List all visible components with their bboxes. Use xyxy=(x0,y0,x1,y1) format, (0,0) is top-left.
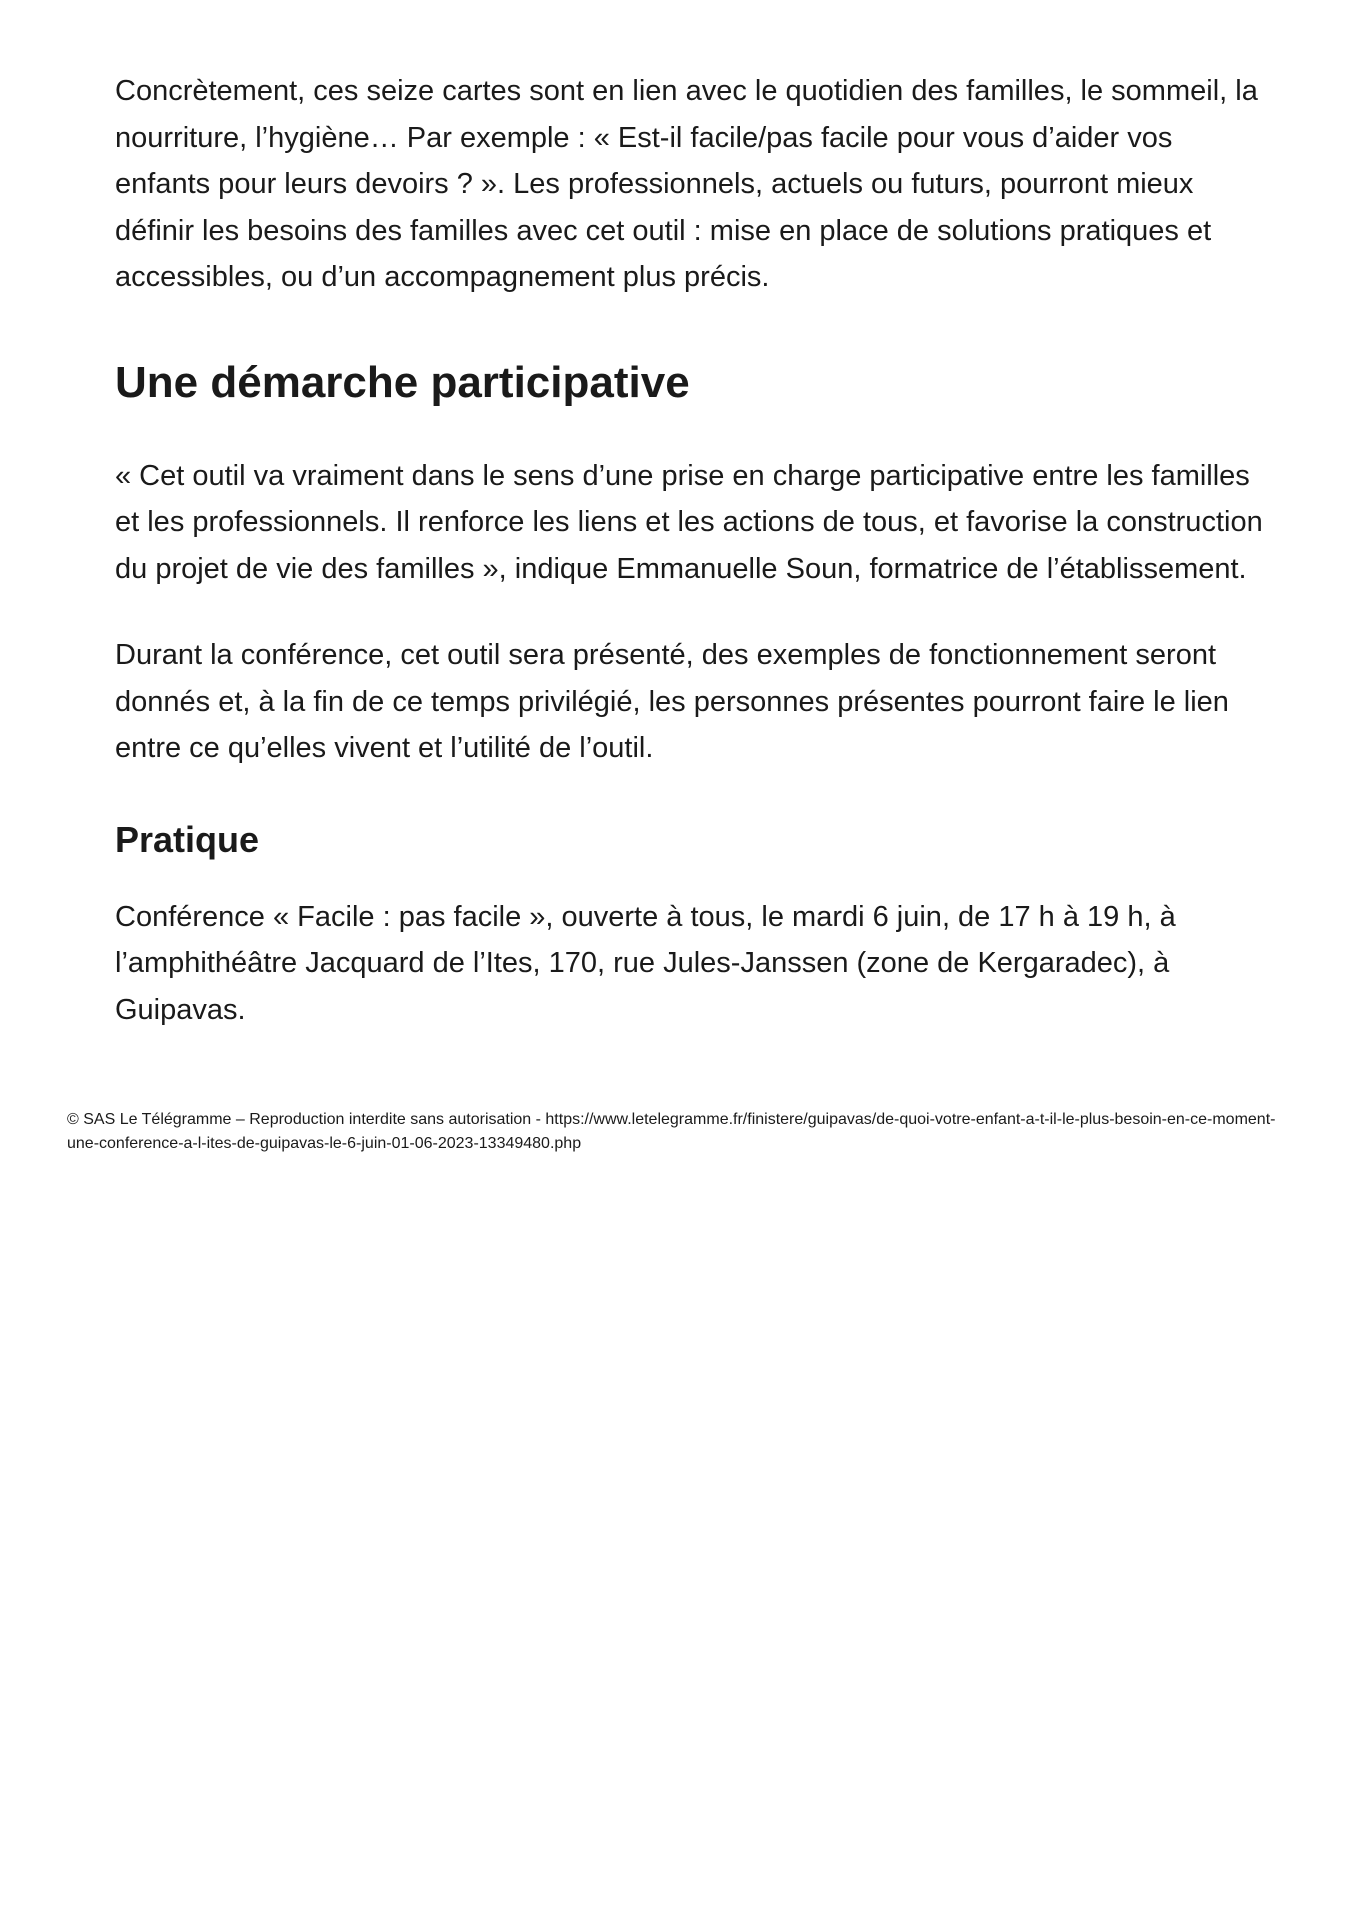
article-body xyxy=(115,68,1265,1033)
copyright-footer: © SAS Le Télégramme – Reproduction interdite sans autorisation - https://www.letelegramme.fr/finistere/guipavas/de-quoi-votre-enfant-a-t-il-le-plus-besoin-en-ce-moment-une-conference-a-l-ites-de-guipavas-le-6-juin-01-06-2023-13349480.php xyxy=(67,1111,1276,1152)
section-heading: Une démarche participative xyxy=(115,357,690,407)
article-paragraph: Concrètement, ces seize cartes sont en lien avec le quotidien des familles, le sommeil, la nourriture, l’hygiène… Par exemple : « Est-il facile/pas facile pour vous d’aider vos enfants pour leurs devoirs ? ». Les professionnels, actuels ou futurs, pourront mieux définir les besoins des familles avec cet outil : mise en place de solutions pratiques et accessibles, ou d’un accompagnement plus précis. xyxy=(115,75,1258,293)
article-paragraph: Durant la conférence, cet outil sera présenté, des exemples de fonctionnement seront donnés et, à la fin de ce temps privilégié, les personnes présentes pourront faire le lien entre ce qu’elles vivent et l’utilité de l’outil. xyxy=(115,639,1229,764)
practical-info-paragraph: Conférence « Facile : pas facile », ouverte à tous, le mardi 6 juin, de 17 h à 19 h, à l’amphithéâtre Jacquard de l’Ites, 170, rue Jules-Janssen (zone de Kergaradec), à Guipavas. xyxy=(115,900,1176,1026)
article-paragraph: « Cet outil va vraiment dans le sens d’une prise en charge participative entre les familles et les professionnels. Il renforce les liens et les actions de tous, et favorise la construction du projet de vie des familles », indique Emmanuelle Soun, formatrice de l’établissement. xyxy=(115,459,1263,585)
practical-info-heading: Pratique xyxy=(115,818,260,860)
